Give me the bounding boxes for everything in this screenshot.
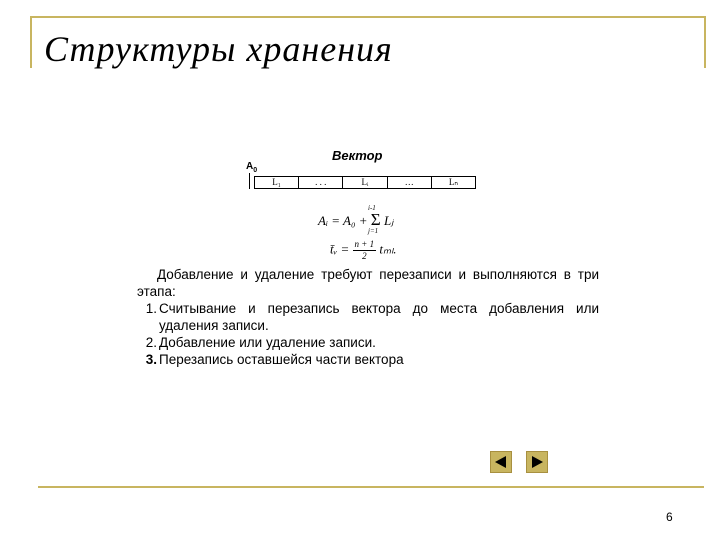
- frame-right-line: [704, 16, 706, 68]
- step-number: 1.: [145, 301, 157, 316]
- sum-upper-limit: i-1: [368, 204, 376, 212]
- vector-cell: Lₙ: [448, 177, 458, 187]
- steps-list: [137, 300, 599, 368]
- vector-cell: . . .: [299, 177, 343, 188]
- time-formula-term: tₘₗ.: [379, 241, 397, 257]
- time-fraction: [353, 239, 377, 262]
- vector-cell: L₁: [255, 177, 299, 188]
- triangle-right-icon: [529, 454, 545, 470]
- frame-bottom-line: [38, 486, 704, 488]
- address-formula-lhs: Aᵢ: [318, 213, 328, 228]
- body-text: [137, 266, 599, 368]
- vector-cell: …: [388, 177, 432, 188]
- start-address-marker: [249, 173, 250, 189]
- sum-lower-limit: j=1: [368, 227, 379, 235]
- start-address-sub: 0: [253, 167, 258, 174]
- start-address-label: [246, 161, 257, 174]
- intro-paragraph: Добавление и удаление требуют перезаписи и выполняются в три этапа:: [137, 267, 599, 299]
- start-address-letter: A: [246, 161, 254, 172]
- next-slide-button[interactable]: [526, 451, 548, 473]
- time-formula-lhs: t̄ᵥ =: [330, 241, 350, 257]
- step-text: Перезапись оставшейся части вектора: [159, 352, 404, 367]
- list-item: [137, 351, 599, 368]
- time-fraction-denominator: 2: [362, 251, 367, 261]
- vector-figure-label: Вектор: [332, 148, 383, 163]
- vector-cell: Lᵢ: [343, 177, 387, 188]
- address-formula: [318, 204, 394, 235]
- triangle-left-icon: [493, 454, 509, 470]
- step-text: Добавление или удаление записи.: [159, 335, 376, 350]
- slide-title: Структуры хранения: [44, 29, 393, 69]
- list-item: [137, 300, 599, 334]
- page-number: 6: [666, 510, 673, 524]
- time-fraction-numerator: n + 1: [354, 239, 375, 249]
- address-formula-eq: = A₀ +: [331, 213, 368, 228]
- step-number: 3.: [145, 352, 157, 367]
- sum-symbol: Σ: [370, 210, 381, 229]
- vector-diagram: [254, 176, 476, 189]
- frame-left-line: [30, 16, 32, 68]
- previous-slide-button[interactable]: [490, 451, 512, 473]
- frame-top-line: [30, 16, 706, 18]
- time-formula: [330, 239, 396, 262]
- step-number: 2.: [145, 335, 157, 350]
- list-item: [137, 334, 599, 351]
- step-text: Считывание и перезапись вектора до места добавления или удаления записи.: [159, 301, 599, 333]
- address-formula-term: Lⱼ: [383, 213, 394, 228]
